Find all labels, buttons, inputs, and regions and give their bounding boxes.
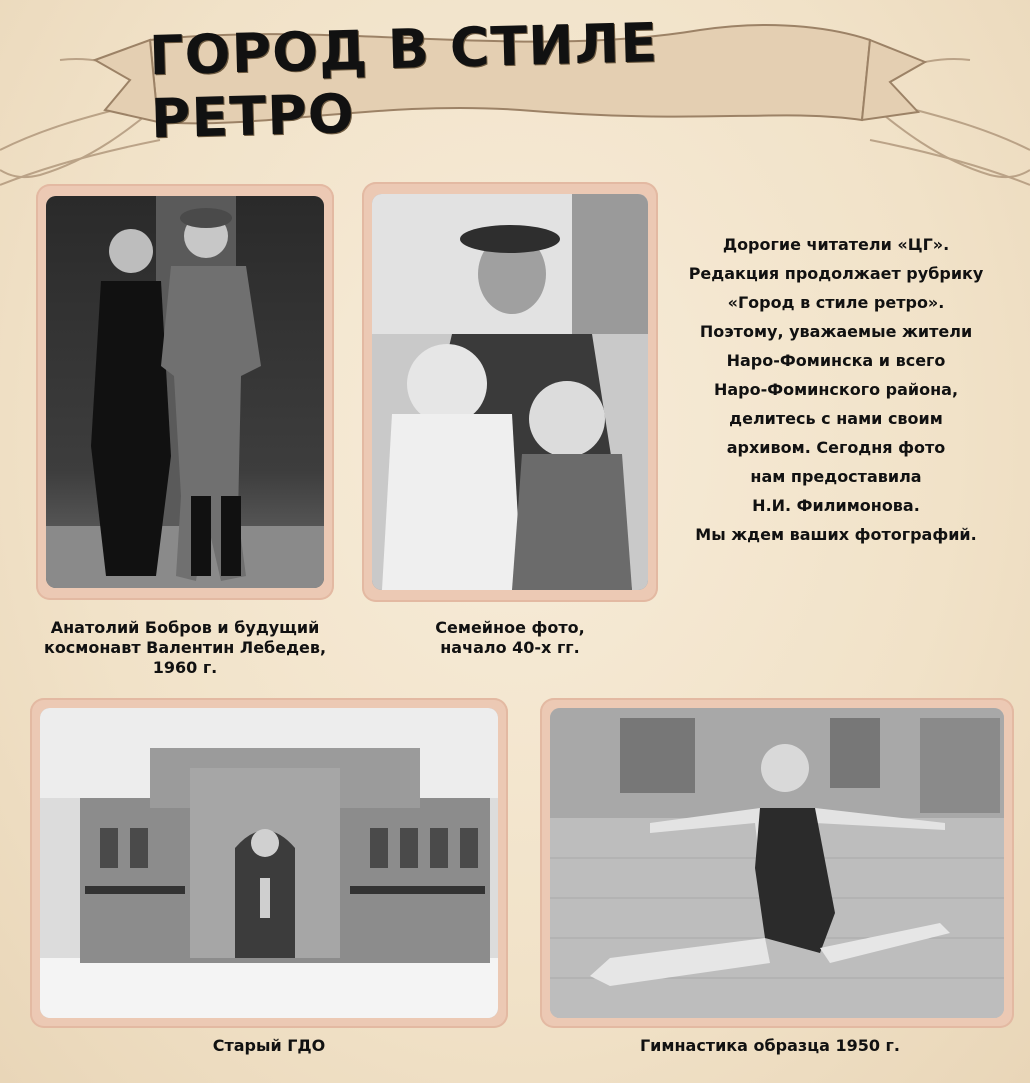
- caption-line: 1960 г.: [152, 658, 218, 677]
- intro-line: архивом. Сегодня фото: [726, 438, 946, 457]
- intro-line: Наро-Фоминска и всего: [726, 351, 946, 370]
- photo-old-gdo: [40, 708, 498, 1018]
- caption-photo-2: [360, 618, 660, 658]
- photo-bobrov-lebedev: [46, 196, 324, 588]
- page-title: ГОРОД В СТИЛЕ РЕТРО: [148, 11, 659, 151]
- caption-line: Анатолий Бобров и будущий: [50, 618, 320, 637]
- caption-line: начало 40-х гг.: [440, 638, 580, 657]
- intro-line: Дорогие читатели «ЦГ».: [722, 235, 950, 254]
- intro-line: «Город в стиле ретро».: [727, 293, 945, 312]
- caption-photo-3: [30, 1036, 508, 1056]
- caption-photo-1: [20, 618, 350, 678]
- intro-line: Наро-Фоминского района,: [713, 380, 959, 399]
- photo-family: [372, 194, 648, 590]
- intro-line: Мы ждем ваших фотографий.: [695, 525, 977, 544]
- intro-line: Поэтому, уважаемые жители: [699, 322, 973, 341]
- caption-line: Семейное фото,: [435, 618, 585, 637]
- caption-line: космонавт Валентин Лебедев,: [43, 638, 327, 657]
- photo-gymnastics: [550, 708, 1004, 1018]
- intro-line: нам предоставила: [750, 467, 922, 486]
- caption-line: Старый ГДО: [212, 1036, 326, 1055]
- intro-line: Редакция продолжает рубрику: [688, 264, 984, 283]
- caption-line: Гимнастика образца 1950 г.: [639, 1036, 900, 1055]
- intro-text: [662, 230, 1010, 549]
- intro-line: Н.И. Филимонова.: [752, 496, 920, 515]
- caption-photo-4: [540, 1036, 1000, 1056]
- intro-line: делитесь с нами своим: [729, 409, 943, 428]
